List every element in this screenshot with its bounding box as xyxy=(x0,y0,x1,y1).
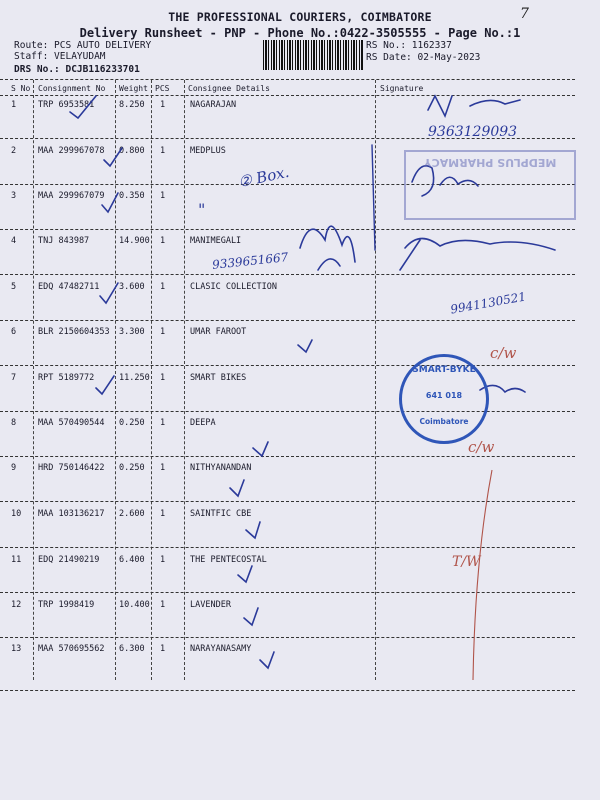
cell-consignment: TRP 1998419 xyxy=(38,600,95,610)
cell-consignee: SAINTFIC CBE xyxy=(190,509,252,519)
smart-byke-stamp xyxy=(399,354,489,444)
cell-pcs: 1 xyxy=(160,463,166,473)
cell-consignment: EDQ 21490219 xyxy=(38,555,100,565)
drs-number: DRS No.: DCJB116233701 xyxy=(14,64,140,75)
cell-consignee: LAVENDER xyxy=(190,600,231,610)
cell-consignment: TNJ 843987 xyxy=(38,236,90,246)
cell-sno: 5 xyxy=(11,282,17,292)
cell-sno: 2 xyxy=(11,146,17,156)
cell-pcs: 1 xyxy=(160,600,166,610)
staff-label: Staff: VELAYUDAM xyxy=(14,51,106,62)
rs-date: RS Date: 02-May-2023 xyxy=(366,52,481,63)
cell-sno: 6 xyxy=(11,327,17,337)
cell-weight: 3.600 xyxy=(119,282,145,292)
handwritten-phone-row4: 9339651667 xyxy=(211,250,289,272)
col-header-weight: Weight xyxy=(119,84,148,93)
cell-pcs: 1 xyxy=(160,146,166,156)
col-header-consignee: Consignee Details xyxy=(188,84,270,93)
col-header-pcs: PCS xyxy=(155,84,170,93)
tick-mark xyxy=(70,96,96,118)
stamp-pin: 641 018 xyxy=(425,391,463,400)
cell-pcs: 1 xyxy=(160,644,166,654)
cell-consignment: EDQ 47482711 xyxy=(38,282,100,292)
cell-consignee: UMAR FAROOT xyxy=(190,327,247,337)
cell-weight: 0.250 xyxy=(119,463,145,473)
cell-pcs: 1 xyxy=(160,191,166,201)
handwritten-box-note: ② Box. xyxy=(236,162,291,192)
cell-consignment: BLR 2150604353 xyxy=(38,327,110,337)
cell-pcs: 1 xyxy=(160,418,166,428)
cell-consignment: MAA 570695562 xyxy=(38,644,105,654)
route-label: Route: PCS AUTO DELIVERY xyxy=(14,40,152,51)
cell-consignment: MAA 570490544 xyxy=(38,418,105,428)
cell-pcs: 1 xyxy=(160,373,166,383)
cell-sno: 10 xyxy=(11,509,22,519)
stamp-city: Coimbatore xyxy=(419,417,469,426)
rs-number: RS No.: 1162337 xyxy=(366,40,452,51)
handwritten-phone-row1: 9363129093 xyxy=(428,124,518,140)
cell-weight: 0.250 xyxy=(119,418,145,428)
runsheet-subtitle: Delivery Runsheet - PNP - Phone No.:0422-3505555 - Page No.:1 xyxy=(79,26,521,40)
cell-sno: 13 xyxy=(11,644,22,654)
company-title: THE PROFESSIONAL COURIERS, COIMBATORE xyxy=(168,10,432,24)
cell-consignee: CLASIC COLLECTION xyxy=(190,282,277,292)
signature-row4b xyxy=(400,238,555,270)
cell-sno: 8 xyxy=(11,418,17,428)
cell-sno: 7 xyxy=(11,373,17,383)
cell-sno: 12 xyxy=(11,600,22,610)
handwritten-ditto: " xyxy=(198,200,206,219)
cell-consignee: DEEPA xyxy=(190,418,216,428)
cell-weight: 6.300 xyxy=(119,644,145,654)
cell-consignee: MEDPLUS xyxy=(190,146,226,156)
stamp-name: SMART-BYKE xyxy=(412,365,476,375)
handwritten-cw-1: c/w xyxy=(490,344,517,362)
cell-consignee: MANIMEGALI xyxy=(190,236,242,246)
cell-consignee: THE PENTECOSTAL xyxy=(190,555,267,565)
cell-weight: 11.250 xyxy=(119,373,150,383)
tick-mark xyxy=(100,283,118,303)
col-header-consignment: Consignment No xyxy=(38,84,106,93)
cell-weight: 2.600 xyxy=(119,509,145,519)
tick-mark xyxy=(104,148,122,166)
cell-consignment: HRD 750146422 xyxy=(38,463,105,473)
medplus-stamp-text: MEDPLUS PHARMACY xyxy=(423,156,557,169)
cell-pcs: 1 xyxy=(160,555,166,565)
signature-row4 xyxy=(300,226,355,270)
cell-consignment: TRP 6953581 xyxy=(38,100,95,110)
cell-consignment: MAA 299967079 xyxy=(38,191,105,201)
cell-weight: 6.400 xyxy=(119,555,145,565)
cell-pcs: 1 xyxy=(160,100,166,110)
page-mark: 7 xyxy=(520,6,529,22)
cell-pcs: 1 xyxy=(160,327,166,337)
cell-weight: 10.400 xyxy=(119,600,150,610)
cell-weight: 3.300 xyxy=(119,327,145,337)
cell-sno: 11 xyxy=(11,555,22,565)
cell-consignee: SMART BIKES xyxy=(190,373,247,383)
handwritten-tw: T/W xyxy=(452,554,481,570)
cell-weight: 0.350 xyxy=(119,191,145,201)
cell-weight: 0.800 xyxy=(119,146,145,156)
cell-pcs: 1 xyxy=(160,282,166,292)
handwritten-phone-row5: 9941130521 xyxy=(449,289,527,317)
cell-sno: 3 xyxy=(11,191,17,201)
cell-pcs: 1 xyxy=(160,509,166,519)
cell-consignee: NARAYANASAMY xyxy=(190,644,252,654)
cell-weight: 8.250 xyxy=(119,100,145,110)
tick-mark xyxy=(102,193,118,212)
tick-mark xyxy=(96,376,114,394)
handwritten-cw-2: c/w xyxy=(468,438,495,456)
cell-consignee: NITHYANANDAN xyxy=(190,463,252,473)
cell-consignment: MAA 299967078 xyxy=(38,146,105,156)
cell-pcs: 1 xyxy=(160,236,166,246)
col-header-signature: Signature xyxy=(380,84,424,93)
cell-consignment: RPT 5189772 xyxy=(38,373,95,383)
cell-consignment: MAA 103136217 xyxy=(38,509,105,519)
cell-sno: 9 xyxy=(11,463,17,473)
medplus-stamp xyxy=(404,150,576,220)
cell-consignee: NAGARAJAN xyxy=(190,100,237,110)
cell-sno: 4 xyxy=(11,236,17,246)
col-header-sno: S No xyxy=(11,84,31,93)
cell-weight: 14.900 xyxy=(119,236,150,246)
signature-row1 xyxy=(428,96,520,116)
cell-sno: 1 xyxy=(11,100,17,110)
